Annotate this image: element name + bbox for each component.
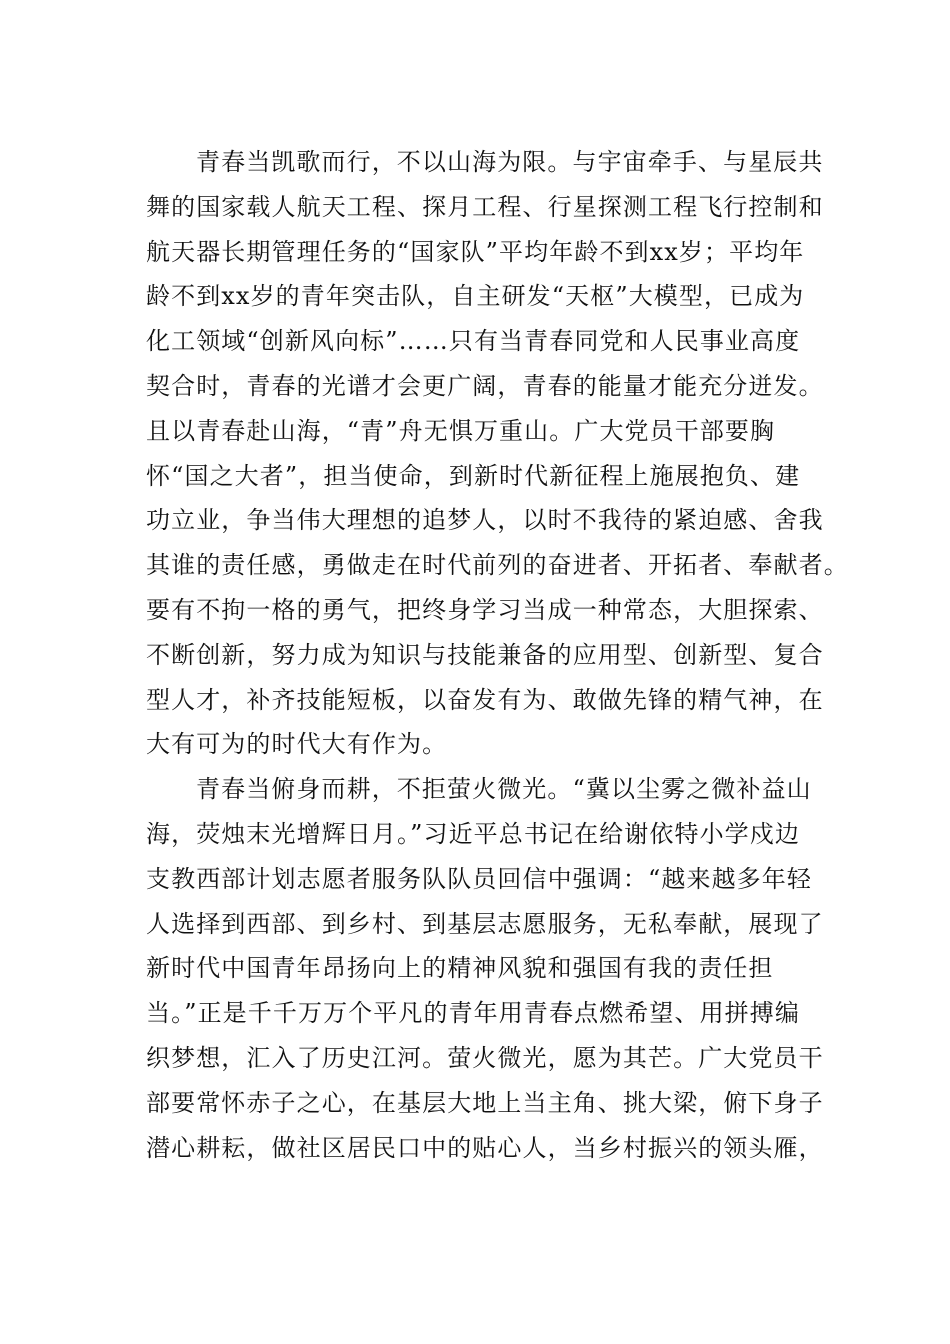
paragraph-1: [146, 140, 849, 767]
text-line: 要有不拘一格的勇气，把终身学习当成一种常态，大胆探索、: [146, 595, 824, 624]
text-line: 型人才，补齐技能短板，以奋发有为、敢做先锋的精气神，在: [146, 685, 824, 714]
text-line: 青春当俯身而耕，不拒萤火微光。“冀以尘雾之微补益山: [196, 775, 812, 804]
text-line: 海，荧烛末光增辉日月。”习近平总书记在给谢依特小学戍边: [146, 819, 800, 848]
text-line: 当。”正是千千万万个平凡的青年用青春点燃希望、用拼搏编: [146, 999, 800, 1028]
text-line: 航天器长期管理任务的“国家队”平均年龄不到xx岁；平均年: [146, 237, 805, 266]
text-line: 部要常怀赤子之心，在基层大地上当主角、挑大梁，俯下身子: [146, 1088, 824, 1117]
text-line: 且以青春赴山海，“青”舟无惧万重山。广大党员干部要胸: [146, 416, 776, 445]
paragraph-2: [146, 767, 846, 1170]
text-line: 其谁的责任感，勇做走在时代前列的奋进者、开拓者、奉献者。: [146, 551, 849, 580]
text-line: 青春当凯歌而行，不以山海为限。与宇宙牵手、与星辰共: [196, 148, 824, 176]
text-line: 化工领域“创新风向标”……只有当青春同党和人民事业高度: [146, 327, 801, 356]
text-line: 不断创新，努力成为知识与技能兼备的应用型、创新型、复合: [146, 640, 824, 669]
text-line: 功立业，争当伟大理想的追梦人，以时不我待的紧迫感、舍我: [146, 506, 824, 535]
text-line: 潜心耕耘，做社区居民口中的贴心人，当乡村振兴的领头雁，: [146, 1133, 824, 1162]
text-line: 龄不到xx岁的青年突击队，自主研发“天枢”大模型，已成为: [146, 282, 805, 311]
text-line: 怀“国之大者”，担当使命，到新时代新征程上施展抱负、建: [146, 461, 801, 490]
text-line: 人选择到西部、到乡村、到基层志愿服务，无私奉献，展现了: [146, 909, 824, 938]
body-text: [146, 140, 849, 1170]
text-line: 契合时，青春的光谱才会更广阔，青春的能量才能充分迸发。: [146, 371, 824, 400]
text-line: 大有可为的时代大有作为。: [146, 730, 448, 759]
text-line: 支教西部计划志愿者服务队队员回信中强调：“越来越多年轻: [146, 864, 812, 893]
text-line: 织梦想，汇入了历史江河。萤火微光，愿为其芒。广大党员干: [146, 1043, 824, 1072]
text-line: 舞的国家载人航天工程、探月工程、行星探测工程飞行控制和: [146, 192, 824, 221]
text-line: 新时代中国青年昂扬向上的精神风貌和强国有我的责任担: [146, 954, 774, 983]
